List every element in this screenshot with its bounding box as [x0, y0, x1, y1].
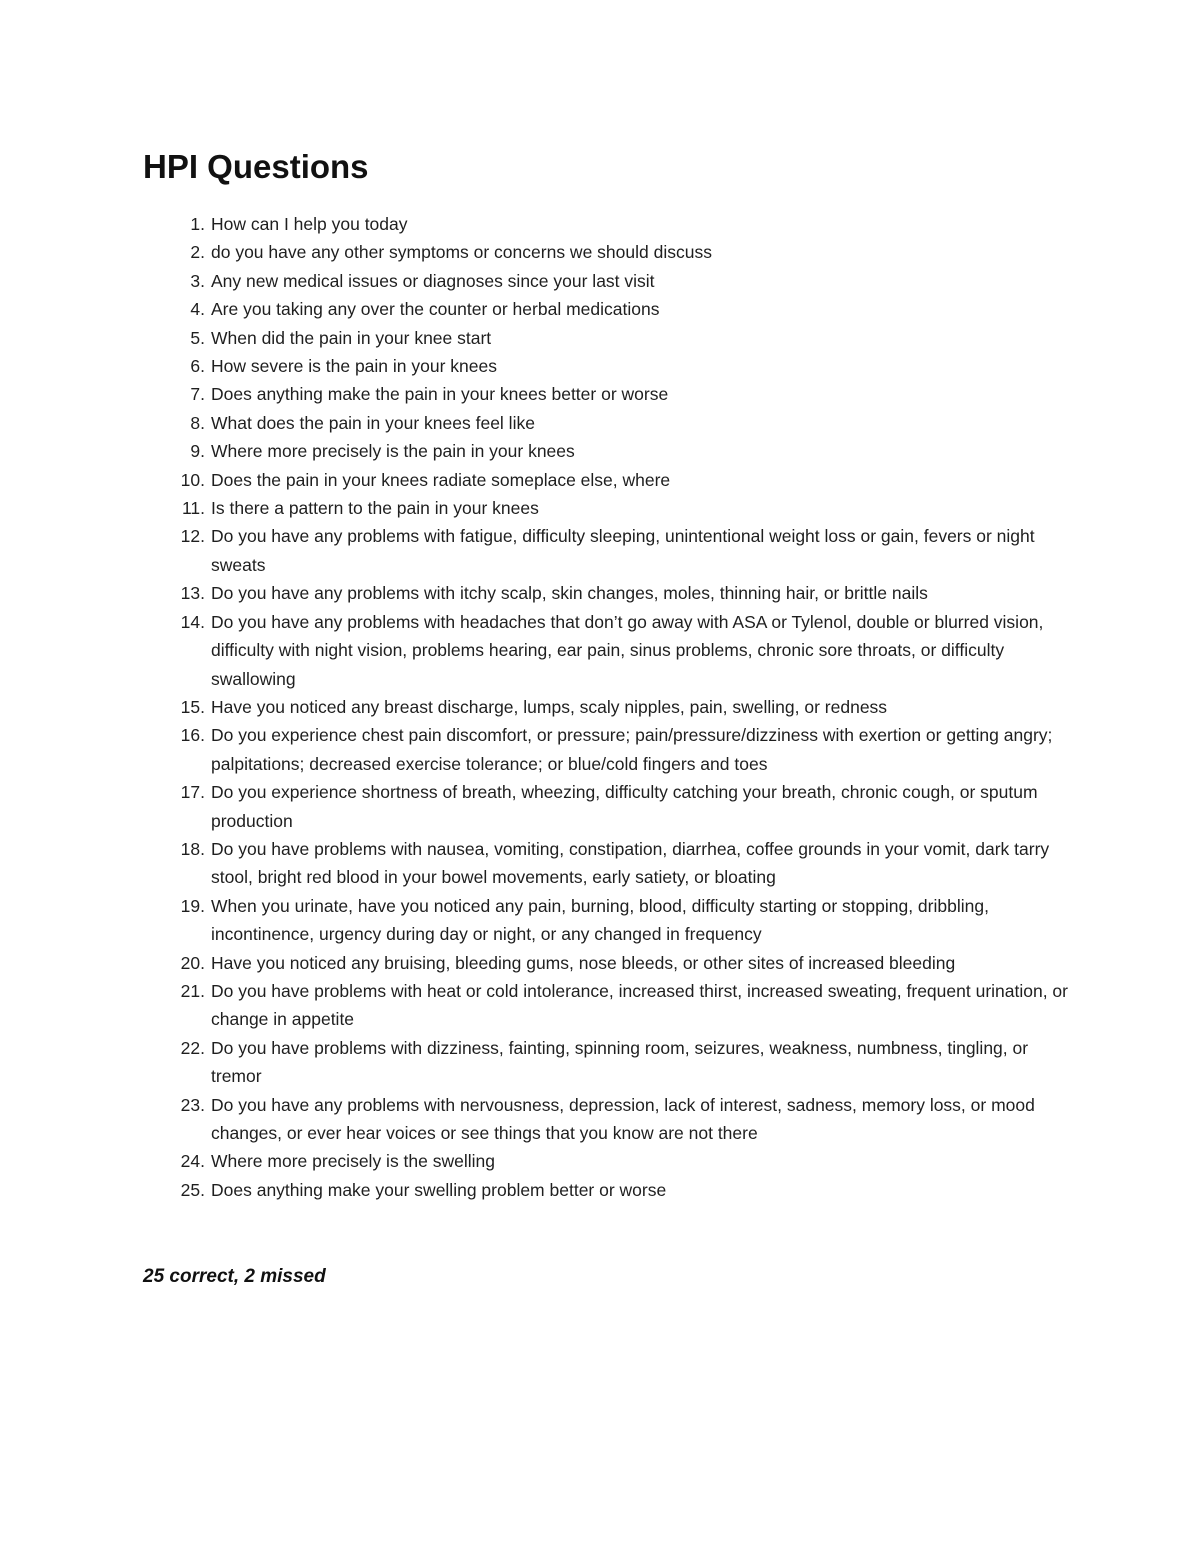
question-text: Do you have any problems with headaches that don’t go away with ASA or Tylenol, double or blurred vision, difficulty with night vision, problems hearing, ear pain, sinus problems, chronic sore throats, or difficulty swallowing: [211, 611, 1044, 689]
question-text: Does the pain in your knees radiate someplace else, where: [211, 469, 671, 490]
question-item: [143, 693, 1083, 721]
question-item: [143, 267, 1083, 295]
question-number: 6.: [190, 356, 205, 377]
question-text: Where more precisely is the swelling: [211, 1151, 495, 1172]
question-item: [143, 522, 1083, 579]
question-number: 3.: [190, 270, 205, 291]
question-item: [143, 437, 1083, 465]
score-summary: 25 correct, 2 missed: [143, 1266, 326, 1287]
question-text: Do you have any problems with fatigue, difficulty sleeping, unintentional weight loss or gain, fevers or night sweats: [211, 526, 1035, 575]
question-item: [143, 1147, 1083, 1175]
question-number: 1.: [190, 214, 205, 234]
question-number: 19.: [180, 895, 205, 916]
question-text: When did the pain in your knee start: [211, 327, 492, 348]
question-number: 16.: [180, 725, 205, 746]
question-number: 13.: [180, 583, 205, 604]
question-text: Are you taking any over the counter or herbal medications: [211, 299, 660, 320]
question-number: 2.: [190, 242, 205, 263]
question-text: What does the pain in your knees feel like: [211, 412, 535, 433]
question-number: 14.: [180, 611, 205, 632]
page-title: HPI Questions: [143, 148, 369, 185]
question-item: [143, 238, 1083, 266]
question-text: When you urinate, have you noticed any pain, burning, blood, difficulty starting or stopping, dribbling, incontinence, urgency during day or night, or any changed in frequency: [211, 895, 989, 945]
question-list: [143, 210, 1083, 1204]
question-text: Do you have any problems with nervousness, depression, lack of interest, sadness, memory loss, or mood changes, or ever hear voices or see things that you know are not there: [211, 1094, 1035, 1143]
question-text: Do you experience shortness of breath, wheezing, difficulty catching your breath, chronic cough, or sputum production: [211, 782, 1038, 831]
question-item: [143, 778, 1083, 835]
question-number: 22.: [180, 1037, 205, 1058]
question-item: [143, 949, 1083, 977]
question-item: [143, 409, 1083, 437]
question-text: Does anything make the pain in your knees better or worse: [211, 384, 669, 405]
question-item: [143, 324, 1083, 352]
question-text: Have you noticed any breast discharge, lumps, scaly nipples, pain, swelling, or redness: [211, 696, 888, 717]
question-text: do you have any other symptoms or concerns we should discuss: [211, 242, 712, 263]
question-item: [143, 1176, 1083, 1204]
question-number: 17.: [180, 782, 205, 803]
question-number: 12.: [180, 526, 205, 547]
question-item: [143, 1091, 1083, 1148]
question-number: 11.: [181, 498, 205, 519]
question-text: Have you noticed any bruising, bleeding gums, nose bleeds, or other sites of increased bleeding: [211, 952, 956, 973]
question-item: [143, 608, 1083, 693]
question-text: Do you have problems with dizziness, fainting, spinning room, seizures, weakness, numbness, tingling, or tremor: [211, 1037, 1029, 1087]
question-text: How can I help you today: [211, 214, 408, 234]
question-item: [143, 466, 1083, 494]
question-number: 15.: [180, 696, 205, 717]
question-text: Is there a pattern to the pain in your knees: [211, 498, 539, 519]
question-number: 7.: [190, 384, 205, 405]
question-item: [143, 835, 1083, 892]
question-number: 24.: [180, 1151, 205, 1172]
question-text: Do you have problems with nausea, vomiting, constipation, diarrhea, coffee grounds in your vomit, dark tarry stool, bright red blood in your bowel movements, early satiety, or bloating: [211, 838, 1050, 888]
question-text: Do you experience chest pain discomfort, or pressure; pain/pressure/dizziness with exertion or getting angry; palpitations; decreased exercise tolerance; or blue/cold fingers and toes: [211, 725, 1053, 774]
question-text: Do you have problems with heat or cold intolerance, increased thirst, increased sweating, frequent urination, or change in appetite: [211, 980, 1068, 1030]
question-number: 5.: [190, 327, 205, 348]
question-number: 23.: [180, 1094, 205, 1115]
question-text: Do you have any problems with itchy scalp, skin changes, moles, thinning hair, or brittle nails: [211, 583, 928, 604]
question-number: 10.: [180, 469, 205, 490]
question-number: 21.: [180, 980, 205, 1001]
question-item: [143, 295, 1083, 323]
question-item: [143, 721, 1083, 778]
question-item: [143, 494, 1083, 522]
question-number: 4.: [190, 299, 205, 320]
question-text: How severe is the pain in your knees: [211, 356, 497, 377]
question-text: Does anything make your swelling problem better or worse: [211, 1179, 667, 1200]
question-text: Any new medical issues or diagnoses since your last visit: [211, 270, 655, 291]
question-item: [143, 1034, 1083, 1091]
question-item: [143, 579, 1083, 607]
question-text: Where more precisely is the pain in your knees: [211, 441, 575, 462]
question-number: 8.: [190, 412, 205, 433]
question-number: 20.: [180, 952, 205, 973]
question-item: [143, 977, 1083, 1034]
question-item: [143, 210, 1083, 238]
question-number: 18.: [180, 838, 205, 859]
question-item: [143, 892, 1083, 949]
question-number: 9.: [190, 441, 205, 462]
question-number: 25.: [180, 1179, 205, 1200]
question-item: [143, 352, 1083, 380]
question-item: [143, 380, 1083, 408]
